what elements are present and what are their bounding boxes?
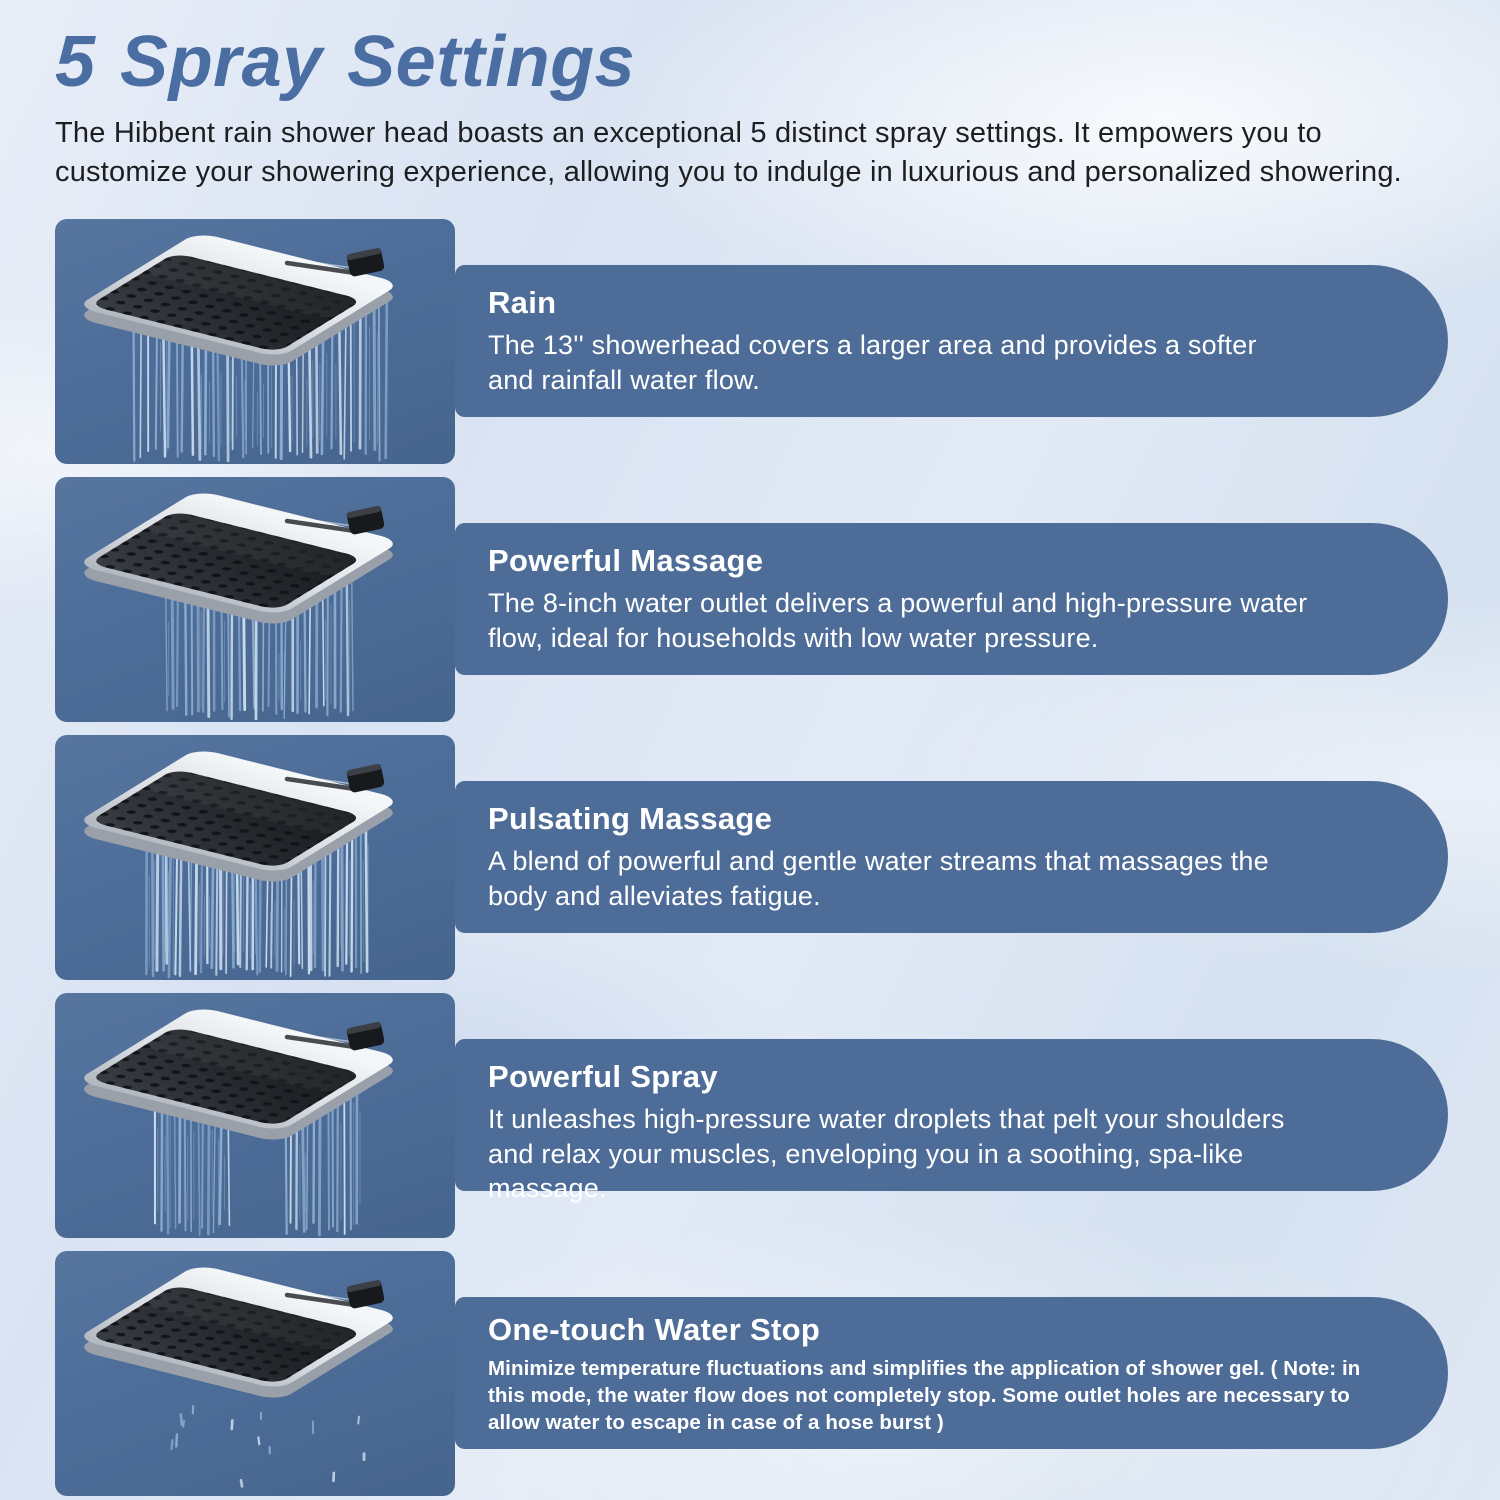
spray-setting-row-powerful-spray [55,993,1448,1238]
setting-description: Minimize temperature fluctuations and simplifies the application of shower gel. ( Note: in this mode, the water flow does not completely stop. Some outlet holes are necessary to allow water to escape in case of a hose burst ) [488,1357,1361,1435]
water-spray-graphic [172,1406,365,1486]
intro-paragraph: The Hibbent rain shower head boasts an exceptional 5 distinct spray settings. It empowers you to customize your showering experience, allowing you to indulge in luxurious and personalized showering. [55,117,1402,188]
setting-description: The 8-inch water outlet delivers a powerful and high-pressure water flow, ideal for households with low water pressure. [488,588,1308,653]
showerhead-photo-pulsating-massage [55,735,455,980]
setting-description: A blend of powerful and gentle water streams that massages the body and alleviates fatigue. [488,846,1269,911]
setting-panel-pulsating-massage [455,781,1448,933]
setting-title: Rain [488,285,557,321]
showerhead-illustration [55,1251,455,1496]
setting-title: Powerful Spray [488,1059,718,1095]
showerhead-illustration [55,477,455,722]
spray-setting-row-powerful-massage [55,477,1448,722]
setting-panel-powerful-massage [455,523,1448,675]
setting-panel-powerful-spray [455,1039,1448,1204]
showerhead-photo-powerful-spray [55,993,455,1238]
spray-setting-row-water-stop [55,1251,1448,1496]
showerhead-photo-powerful-massage [55,477,455,722]
showerhead-illustration [55,219,455,464]
setting-title: Powerful Massage [488,543,764,579]
setting-description: It unleashes high-pressure water droplets that pelt your shoulders and relax your muscles, enveloping you in a soothing, spa-like massage. [488,1104,1285,1204]
setting-title: Pulsating Massage [488,801,773,837]
setting-panel-water-stop [455,1297,1448,1449]
setting-panel-rain [455,265,1448,417]
showerhead-illustration [55,735,455,980]
setting-description: The 13'' showerhead covers a larger area and provides a softer and rainfall water flow. [488,330,1257,395]
page-title: 5 Spray Settings [55,22,636,102]
spray-setting-row-rain [55,219,1448,464]
showerhead-illustration [55,993,455,1238]
spray-setting-row-pulsating-massage [55,735,1448,980]
showerhead-photo-rain [55,219,455,464]
showerhead-photo-water-stop [55,1251,455,1496]
setting-title: One-touch Water Stop [488,1312,821,1348]
